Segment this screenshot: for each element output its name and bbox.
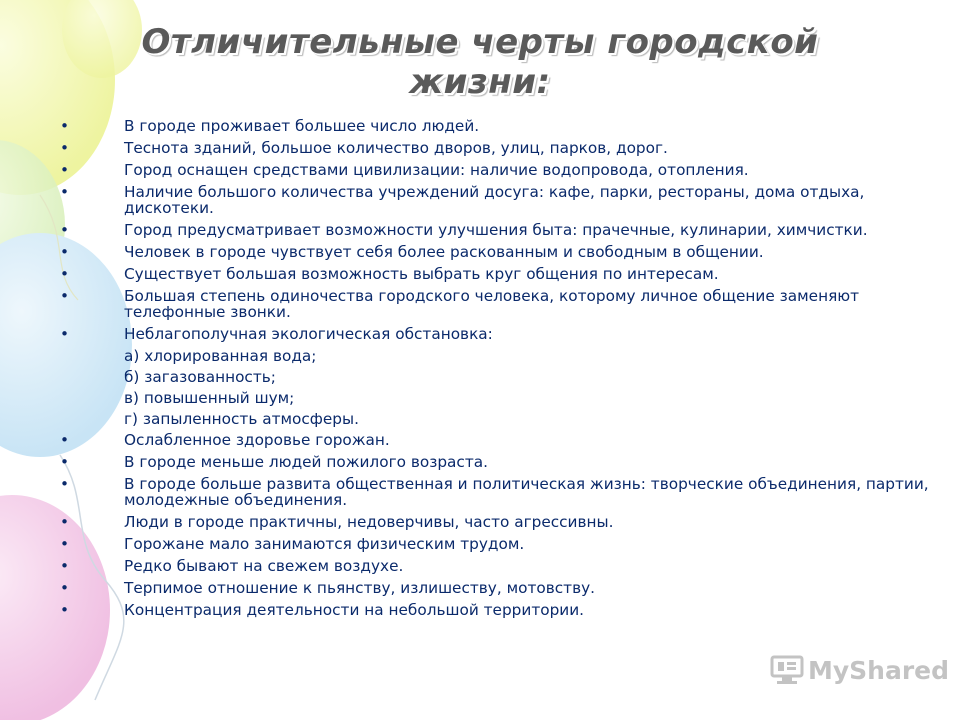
list-item-text: Люди в городе практичны, недоверчивы, часто агрессивны.	[124, 513, 614, 531]
bullet-marker: •	[60, 287, 70, 305]
list-item-text: Город оснащен средствами цивилизации: наличие водопровода, отопления.	[124, 161, 749, 179]
list-item	[60, 162, 930, 178]
watermark	[770, 655, 949, 685]
list-item	[60, 140, 930, 156]
list-item	[60, 266, 930, 282]
list-item	[60, 602, 930, 618]
list-item-text: В городе проживает большее число людей.	[124, 117, 480, 135]
list-item	[60, 580, 930, 596]
list-item-text: Город предусматривает возможности улучшения быта: прачечные, кулинарии, химчистки.	[124, 221, 868, 239]
bullet-marker: •	[60, 513, 70, 531]
list-item-text: Терпимое отношение к пьянству, излишеству, мотовству.	[124, 579, 596, 597]
list-item-text: Большая степень одиночества городского человека, которому личное общение заменяют телефонные звонки.	[124, 287, 860, 321]
list-item	[60, 118, 930, 134]
list-item-text: Горожане мало занимаются физическим трудом.	[124, 535, 525, 553]
bullet-marker: •	[60, 183, 70, 201]
list-item-text: В городе больше развита общественная и политическая жизнь: творческие объединения, партии, молодежные объединения.	[124, 475, 929, 509]
sub-list-item	[60, 348, 930, 364]
list-item-text: б) загазованность;	[124, 368, 276, 386]
slide-title-line: жизни:	[409, 62, 551, 102]
list-item	[60, 288, 930, 320]
list-item-text: Ослабленное здоровье горожан.	[124, 431, 390, 449]
list-item-text: Человек в городе чувствует себя более раскованным и свободным в общении.	[124, 243, 764, 261]
sub-list-item	[60, 369, 930, 385]
list-item	[60, 454, 930, 470]
monitor-icon	[770, 655, 804, 685]
bullet-marker: •	[60, 557, 70, 575]
bullet-list	[60, 118, 930, 624]
bullet-marker: •	[60, 265, 70, 283]
list-item	[60, 184, 930, 216]
list-item-text: Концентрация деятельности на небольшой территории.	[124, 601, 585, 619]
list-item	[60, 244, 930, 260]
bullet-marker: •	[60, 535, 70, 553]
list-item	[60, 432, 930, 448]
list-item	[60, 476, 930, 508]
list-item-text: Неблагополучная экологическая обстановка:	[124, 325, 493, 343]
bullet-marker: •	[60, 475, 70, 493]
list-item-text: Редко бывают на свежем воздухе.	[124, 557, 404, 575]
list-item	[60, 222, 930, 238]
slide-title-line: Отличительные черты городской	[141, 22, 819, 62]
bullet-marker: •	[60, 139, 70, 157]
bullet-marker: •	[60, 325, 70, 343]
bullet-marker: •	[60, 453, 70, 471]
sub-list-item	[60, 411, 930, 427]
list-item-text: Теснота зданий, большое количество дворов, улиц, парков, дорог.	[124, 139, 668, 157]
slide-title	[90, 22, 870, 102]
bullet-marker: •	[60, 161, 70, 179]
list-item	[60, 558, 930, 574]
list-item-text: Существует большая возможность выбрать круг общения по интересам.	[124, 265, 719, 283]
bullet-marker: •	[60, 221, 70, 239]
list-item-text: г) запыленность атмосферы.	[124, 410, 359, 428]
list-item-text: Наличие большого количества учреждений досуга: кафе, парки, рестораны, дома отдыха, дискотеки.	[124, 183, 865, 217]
list-item	[60, 514, 930, 530]
list-item	[60, 326, 930, 342]
bullet-marker: •	[60, 243, 70, 261]
list-item	[60, 536, 930, 552]
bullet-marker: •	[60, 579, 70, 597]
list-item-text: В городе меньше людей пожилого возраста.	[124, 453, 488, 471]
bullet-marker: •	[60, 431, 70, 449]
bullet-marker: •	[60, 117, 70, 135]
list-item-text: а) хлорированная вода;	[124, 347, 317, 365]
bullet-marker: •	[60, 601, 70, 619]
watermark-text: MyShared	[808, 655, 950, 685]
sub-list-item	[60, 390, 930, 406]
list-item-text: в) повышенный шум;	[124, 389, 295, 407]
